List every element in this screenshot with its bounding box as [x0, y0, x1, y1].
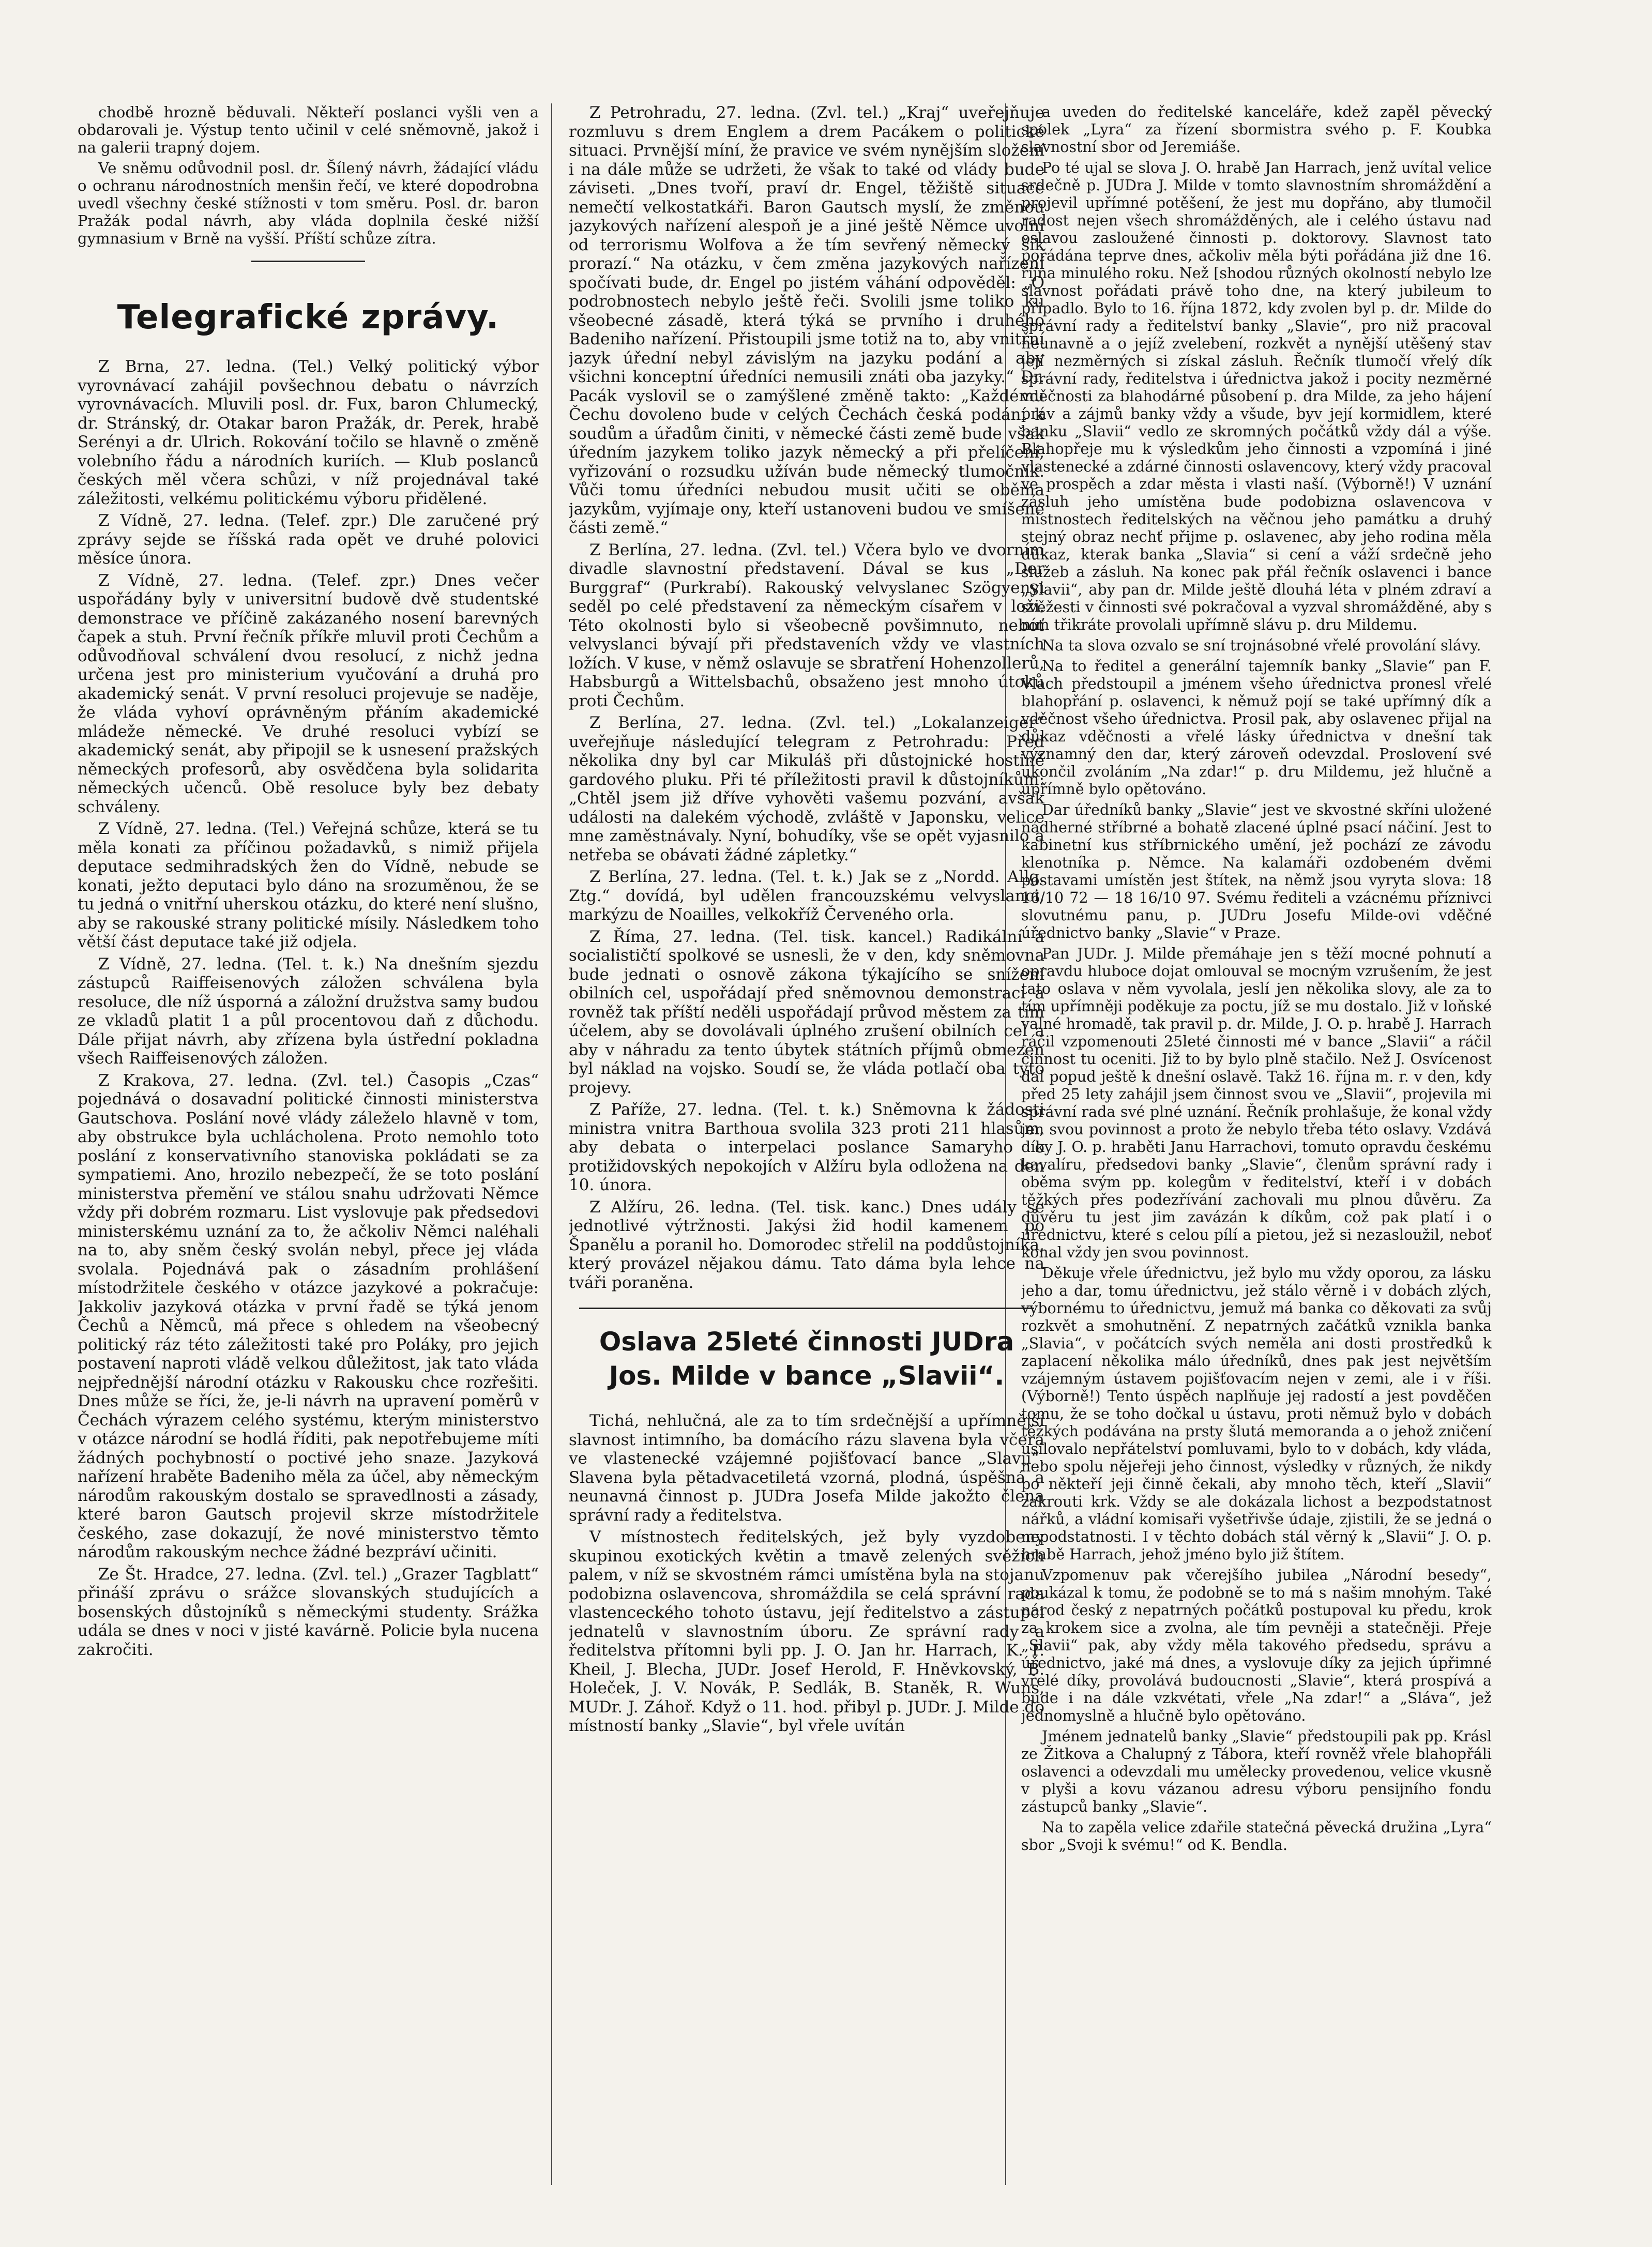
news-paragraph: Z Brna, 27. ledna. (Tel.) Velký politický výbor vyrovnávací zahájil povšechnou debatu o návrzích vyrovnávacích. Mluvili posl. dr. Fux, baron Chlumecký, dr. Stránský, dr. Otakar baron Pražák, dr. Perek, hrabě Serényi a dr. Ulrich. Rokování točilo se hlavně o změně volebního řádu a národních kuriích. — Klub poslanců českých měl včera schůzi, v níž projednával také záležitosti, velkému politickému výboru přidělené. — [78, 357, 539, 508]
section-title-telegraphic-news: Telegrafické zprávy. — [117, 298, 499, 337]
article-paragraph: Pan JUDr. J. Milde přemáhaje jen s těží mocné pohnutí a opravdu hluboce dojat omlouval se mocným vzrušením, že jest tato oslava v něm vyvolala, jeslí jen několika slovy, ale za to tím upřímněji poděkuje za poctu, jíž se mu dostalo. Již v loňské valné hromadě, tak pravil p. dr. Milde, J. O. p. hrabě J. Harrach ráčil vzpomenouti 25leté činnosti mé v bance „Slavii“ a ráčil činnost tu oceniti. Již to by bylo plně stačilo. Než J. Osvícenost dal popud ještě k dnešní oslavě. Takž 16. října m. r. v den, kdy před 25 lety zahájil jsem činnost svou ve „Slavii“, projevila mi správní rada své plné uznání. Řečník prohlašuje, že konal vždy jen svou povinnost a proto že nebylo třeba této oslavy. Vzdává díky J. O. p. hraběti Janu Harrachovi, tomuto opravdu českému kavalíru, předsedovi banky „Slavie“, členům správní rady i oběma svým pp. kolegům v ředitelství, kteří i v dobách těžkých přes podezřívání zachovali mu plnou důvěru. Za důvěru tu jest jim zavázán k díkům, což pak platí i o úřednictvu, které s celou pílí a pietou, jež si nezasloužil, neboť konal vždy jen svou povinnost. — [1021, 945, 1492, 1261]
news-paragraph: Z Berlína, 27. ledna. (Zvl. tel.) Včera bylo ve dvorním divadle slavnostní představení. Dával se kus „Der Burggraf“ (Purkrabí). Rakouský velvyslanec Szögyenyi seděl po celé představení za německým císařem v loži. Této okolnosti bylo si všeobecně povšimnuto, neboť velvyslanci bývají při představeních vždy ve vlastních ložích. V kuse, v němž oslavuje se sbratření Hohenzollerů, Habsburgů a Wittelsbachů, obsaženo jest mnoho útoků proti Čechům. — [569, 540, 1044, 710]
article-paragraph: a uveden do ředitelské kanceláře, kdež zapěl pěvecký spolek „Lyra“ za řízení sbormistra svého p. F. Koubka slavnostní sbor od Jeremiáše. — [1021, 103, 1492, 156]
news-paragraph: Z Paříže, 27. ledna. (Tel. t. k.) Sněmovna k žádosti ministra vnitra Barthoua svolila 323 proti 211 hlasům, aby debata o interpelaci poslance Samaryho o protižidovských nepokojích v Alžíru byla odložena na den 10. února. — [569, 1100, 1044, 1194]
article-paragraph: Dar úředníků banky „Slavie“ jest ve skvostné skříni uložené nádherné stříbrné a bohatě zlacené úplné psací náčiní. Jest to kabinetní kus stříbrnického umění, jež pochází ze závodu klenotníka p. Němce. Na kalamáři ozdobeném dvěmi postavami umístěn jest štítek, na němž jsou vyryta slova: 18 16/10 72 — 18 16/10 97. Svému řediteli a vzácnému příznivci slovutnému panu, p. JUDru Josefu Milde-ovi vděčné úřednictvo banky „Slavie“ v Praze. — [1021, 801, 1492, 942]
divider — [579, 1308, 1034, 1309]
news-paragraph: Z Vídně, 27. ledna. (Tel.) Veřejná schůze, která se tu měla konati za příčinou požadavků, s nimiž přijela deputace sedmihradských žen do Vídně, nebude se konati, ježto deputaci bylo dáno na srozuměnou, že se tu jedná o vnitřní uherskou otázku, do které není slušno, aby se rakouské strany politické mísily. Následkem toho větší část deputace také již odjela. — [78, 819, 539, 951]
divider — [251, 261, 365, 262]
news-paragraph: Z Berlína, 27. ledna. (Zvl. tel.) „Lokalanzeiger“ uveřejňuje následující telegram z Petrohradu: Před několika dny byl car Mikuláš při důstojnické hostině gardového pluku. Při té příležitosti pravil k důstojníkům: „Chtěl jsem již dříve vyhověti vašemu pozvání, avšak události na dalekém východě, zvláště v Japonsku, velice mne zaměstnávaly. Nyní, bohudíky, vše se opět vyjasnilo a netřeba se obávati žádné zápletky.“ — [569, 713, 1044, 864]
intro-paragraph: Ve sněmu odůvodnil posl. dr. Šílený návrh, žádající vládu o ochranu národnostních menšin řečí, ve které dopodrobna uvedl všechny české stížnosti v tom směru. Posl. dr. baron Pražák podal návrh, aby vláda doplnila české nižší gymnasium v Brně na vyšší. Příští schůze zítra. — [78, 159, 539, 247]
news-paragraph: Z Petrohradu, 27. ledna. (Zvl. tel.) „Kraj“ uveřejňuje rozmluvu s drem Englem a drem Pacákem o politické situaci. Prvnější míní, že pravice ve svém nynějším složení i na dále může se udržeti, že však to také od vlády bude záviseti. „Dnes tvoří, praví dr. Engel, těžiště situace nemečtí velkostatkáři. Baron Gautsch myslí, že změnou jazykových nařízení alespoň je a jiné ještě Němce uvolní od terrorismu Wolfova a že tím sevřený německý šik prorazí.“ Na otázku, v čem změna jazykových nařízení spočívati bude, dr. Engel po jistém váhání odpověděl: „O podrobnostech nebylo ještě řeči. Svolili jsme toliko ku všeobecné zásadě, která týká se prvního i druhého Badeniho nařízení. Přistoupili jsme totiž na to, aby vnitřní jazyk úřední nebyl závislým na jazyku podání a aby všichni konceptní úředníci nemusili znáti oba jazyky.“ Dr. Pacák vyslovil se o zamýšlené změně takto: „Každému Čechu dovoleno bude v celých Čechách česká podání k soudům a úřadům činiti, v německé části země bude však úředním jazykem toliko jazyk německý a při přelíčení, vyřizování o rozsudku užíván bude německý tlumočník. Vůči tomu úředníci nebudou musit učiti se oběma jazykům, vyjímaje ony, kteří ustanoveni budou ve smíšené části země.“ — [569, 103, 1044, 537]
news-paragraph: Z Berlína, 27. ledna. (Tel. t. k.) Jak se z „Nordd. Allg. Ztg.“ dovídá, byl udělen francouzskému velvyslanci, markýzu de Noailles, velkokříž Červeného orla. — [569, 868, 1044, 924]
news-paragraph: Z Alžíru, 26. ledna. (Tel. tisk. kanc.) Dnes udály se jednotlivé výtržnosti. Jakýsi žid hodil kamenem po Španělu a poranil ho. Domorodec střelil na poddůstojníka, který provázel nějakou dámu. Tato dáma byla lehce na tváři poraněna. — [569, 1197, 1044, 1292]
news-paragraph: Z Říma, 27. ledna. (Tel. tisk. kancel.) Radikální a socialističtí spolkové se usnesli, že v den, kdy sněmovna bude jednati o osnově zákona týkajícího se snížení obilních cel, uspořádají před sněmovnou demonstraci a rovněž tak příští neděli uspořádají průvod městem za tím účelem, aby se dovolávali úplného zrušení obilních cel a aby v náhradu za tento úbytek státních příjmů obmezen byl náklad na vojsko. Soudí se, že vláda potlačí oba tyto projevy. — [569, 927, 1044, 1097]
article-paragraph: Po té ujal se slova J. O. hrabě Jan Harrach, jenž uvítal velice srdečně p. JUDra J. Milde v tomto slavnostním shromáždění a projevil upřímné potěšení, že jest mu dopřáno, aby tlumočil radost nejen všech shromážděných, ale i celého ústavu nad oslavou zasloužené činnosti p. doktorovy. Slavnost tato pořádána teprve dnes, ačkoliv měla býti pořádána již dne 16. října minulého roku. Než [shodou různých okolností nebylo lze slavnost pořádati právě toho dne, na který jubileum to připadlo. Bylo to 16. října 1872, kdy zvolen byl p. dr. Milde do správní rady a ředitelství banky „Slavie“, pro niž pracoval neunavně a o jejíž zvelebení, rozkvět a nynější utěšený stav její nezměrných si získal zásluh. Řečník tlumočí vřelý dík správní rady, ředitelstva i úřednictva jakož i pocity nezměrné vděčnosti za blahodárné působení p. dra Milde, za jeho hájení práv a zájmů banky vždy a všude, byv její kormidlem, které banku „Slavii“ vedlo ze skromných počátků vždy dál a výše. Blahopřeje mu k výsledkům jeho činnosti a vzpomíná i jiné vlastenecké a zdárné činnosti oslavencovy, který vždy pracoval ve prospěch a zdar města i vlasti naší. (Výborně!) V uznání zásluh jeho umístěna bude podobizna oslavencova v místnostech ředitelských na věčnou jeho památku a druhý stejný obraz nechť přijme p. oslavenec, aby jeho rodina měla důkaz, kterak banka „Slavia“ si cení a váží srdečně jeho služeb a zásluh. Na konec pak přál řečník oslavenci i bance „Slavii“, aby pan dr. Milde ještě dlouhá léta v plném zdraví a svěžesti v činnosti své pokračoval a vyzval shromážděné, aby s ním třikráte provolali upřímně slávu p. dru Mildemu. — [1021, 159, 1492, 633]
article-paragraph: Děkuje vřele úřednictvu, jež bylo mu vždy oporou, za lásku jeho a dar, tomu úřednictvu, jež stálo věrně i v dobách zlých, výbornému to úřednictvu, jemuž má banka co děkovati za svůj rozkvět a smohutnění. Z nepatrných začátků vznikla banka „Slavia“, v počátcích svých neměla ani dosti prostředků k zaplacení několika málo úředníků, dnes pak jest největším vzájemným ústavem pojišťovacím nejen v zemi, ale i v říši. (Výborně!) Tento úspěch naplňuje jej radostí a jest povděčen tomu, že se toho dočkal u ústavu, proti němuž bylo v dobách těžkých podávána na prsty šlutá memoranda a o jehož zničení usilovalo nepřátelství pomluvami, bylo to v dobách, kdy vláda, nebo spolu nějeřeji jeho činnost, výsledky v různých, že nikdy po někteří jeji činně čekali, aby mnoho těch, kteří „Slavii“ zakrouti krk. Vždy se ale dokázala lichost a bezpodstatnost nářků, a vládní komisaři vyšetřivše údaje, zjistili, že se jedná o nepodstatnosti. I v těchto dobách stál věrný k „Slavii“ J. O. p. hrabě Harrach, jehož jméno bylo již štítem. — [1021, 1265, 1492, 1563]
column-3 — [1021, 103, 1492, 2185]
column-1 — [78, 103, 539, 2185]
news-paragraph: Z Vídně, 27. ledna. (Telef. zpr.) Dle zaručené prý zprávy sejde se říšská rada opět ve druhé polovici měsíce února. — [78, 511, 539, 568]
article-paragraph: Na to zapěla velice zdařile statečná pěvecká družina „Lyra“ sbor „Svoji k svému!“ od K. Bendla. — [1021, 1819, 1492, 1854]
intro-paragraph: chodbě hrozně běduvali. Někteří poslanci vyšli ven a obdarovali je. Výstup tento učinil v celé sněmovně, jakož i na galerii trapný dojem. — [78, 103, 539, 156]
column-rule-1 — [551, 103, 552, 2185]
article-paragraph: Na ta slova ozvalo se sní trojnásobné vřelé provolání slávy. — [1042, 637, 1481, 654]
column-2 — [569, 103, 1044, 2185]
news-paragraph: Z Krakova, 27. ledna. (Zvl. tel.) Časopis „Czas“ pojednává o dosavadní politické činnosti ministerstva Gautschova. Poslání nové vlády záleželo hlavně v tom, aby obstrukce byla uchlácholena. Proto nemohlo toto poslání z konservativního stanoviska pokládati se za sympatiemi. Ano, hrozilo nebezpečí, že se toto poslání ministerstva přemění ve stálou snahu udržovati Němce vždy při dobrém rozmaru. List vyslovuje pak předsedovi ministerskému uznání za to, že ačkoliv Němci naléhali na to, aby sněm český svolán nebyl, přece jej vláda svolala. Pojednává pak o zásadním prohlášení místodržitele českého v otázce jazykové a pokračuje: Jakkoliv jazyková otázka v první řadě se týká jenom Čechů a Němců, má přece s ohledem na všeobecný politický ráz této záležitosti také pro Poláky, pro jejich postavení naproti vládě velkou důležitost, jak tato vláda nejpřednější národní otázku v Rakousku chce rozřešiti. Dnes může se říci, že, je-li návrh na upravení poměrů v Čechách výrazem celého systému, kterým ministerstvo v otázce národní se hodlá říditi, pak nepotřebujeme míti žádných pochybností o poctivé jeho snaze. Jazyková nařízení hraběte Badeniho měla za účel, aby německým národům rakouským dostalo se spravedlnosti a zásady, které baron Gautsch projevil skrze místodržitele českého, zase dokazují, že nové ministerstvo těmto národům rakouským nechce žádné bezpráví učiniti. — [78, 1071, 539, 1561]
news-paragraph: Ze Št. Hradce, 27. ledna. (Zvl. tel.) „Grazer Tagblatt“ přináší zprávu o srážce slovanských studujících a bosenských důstojníků s německými studenty. Srážka udála se dnes v noci v jisté kavárně. Policie byla nucena zakročiti. — [78, 1565, 539, 1659]
news-paragraph: Z Vídně, 27. ledna. (Telef. zpr.) Dnes večer uspořádány byly v universitní budově dvě studentské demonstrace ve příčině zakázaného nosení barevných čapek a stuh. První řečník příkře mluvil proti Čechům a odůvodňoval schválení dvou resolucí, z nichž jedna určena jest pro ministerium vyučování a druhá pro akademický senát. V první resoluci projevuje se naděje, že vláda vyhoví oprávněným přáním akademické mládeže německé. Ve druhé resoluci vybízí se akademický senát, aby připojil se k usnesení pražských německých profesorů, aby osvědčena byla solidarita německých učenců. Obě resoluce byly bez debaty schváleny. — [78, 571, 539, 816]
article-title-celebration: Oslava 25leté činnosti JUDra Jos. Milde v bance „Slavii“. — [599, 1327, 1014, 1391]
article-paragraph: Tichá, nehlučná, ale za to tím srdečnější a upřímnější slavnost intimního, ba domácího rázu slavena byla včera ve vlastenecké vzájemné pojišťovací bance „Slavii“. Slavena byla pětadvacetiletá vzorná, plodná, úspěšná a neunavná činnost p. JUDra Josefa Milde jakožto člena správní rady a ředitelstva. — [569, 1411, 1044, 1525]
article-paragraph: Jménem jednatelů banky „Slavie“ předstoupili pak pp. Krásl ze Žitkova a Chalupný z Tábora, kteří rovněž vřele blahopřáli oslavenci a odevzdali mu umělecky provedenou, velice vkusně v plyši a kovu vázanou adresu výboru pensijního fondu zástupců banky „Slavie“. — [1021, 1728, 1492, 1815]
article-paragraph: Na to ředitel a generální tajemník banky „Slavie“ pan F. Vlach předstoupil a jménem všeho úřednictva pronesl vřelé blahopřání p. oslavenci, k němuž pojí se také upřímný dík a vděčnost všeho úřednictva. Prosil pak, aby oslavenec přijal na důkaz vděčnosti a vřelé lásky úřednictva v dnešní tak významný den dar, který zároveň odevzdal. Proslovení své ukončil zvoláním „Na zdar!“ p. dru Mildemu, jež hlučně a upřímně bylo opětováno. — [1021, 658, 1492, 798]
article-paragraph: V místnostech ředitelských, jež byly vyzdobeny skupinou exotických květin a tmavě zelených svěžích palem, v níž se skvostném rámci umístěna byla na stojanu podobizna oslavencova, shromáždila se celá správní rada vlastenceckého tohoto ústavu, její ředitelstvo a zástupci jednatelů v slavnostním úboru. Ze správní rady a ředitelstva přítomni byli pp. J. O. Jan hr. Harrach, K. P. Kheil, J. Blecha, JUDr. Josef Herold, F. Hněvkovský, B. Holeček, J. V. Novák, P. Sedlák, B. Staněk, R. Wuns, MUDr. J. Záhoř. Když o 11. hod. přibyl p. JUDr. J. Milde do místností banky „Slavie“, byl vřele uvítán — [569, 1528, 1044, 1735]
article-paragraph: Vzpomenuv pak včerejšího jubilea „Národní besedy“, poukázal k tomu, že podobně se to má s našim mnohým. Také národ český z nepatrných počátků postupoval ku předu, krok za krokem sice a zvolna, ale tím pevněji a statečněji. Přeje „Slavii“ pak, aby vždy měla takového předsedu, správu a úřednictvo, jaké má dnes, a vyslovuje díky za jejich úpřimné vřelé díky, provolává budoucnosti „Slavie“, která prospívá a bude i na dále vzkvétati, vřele „Na zdar!“ a „Sláva“, jež jednomyslně a hlučně bylo opětováno. — [1021, 1567, 1492, 1724]
news-paragraph: Z Vídně, 27. ledna. (Tel. t. k.) Na dnešním sjezdu zástupců Raiffeisenových záložen schválena byla resoluce, dle níž úsporná a záložní družstva samy budou ze vkladů platit 1 a půl procentovou daň z důchodu. Dále přijat návrh, aby zřízena byla ústřední pokladna všech Raiffeisenových záložen. — [78, 954, 539, 1068]
